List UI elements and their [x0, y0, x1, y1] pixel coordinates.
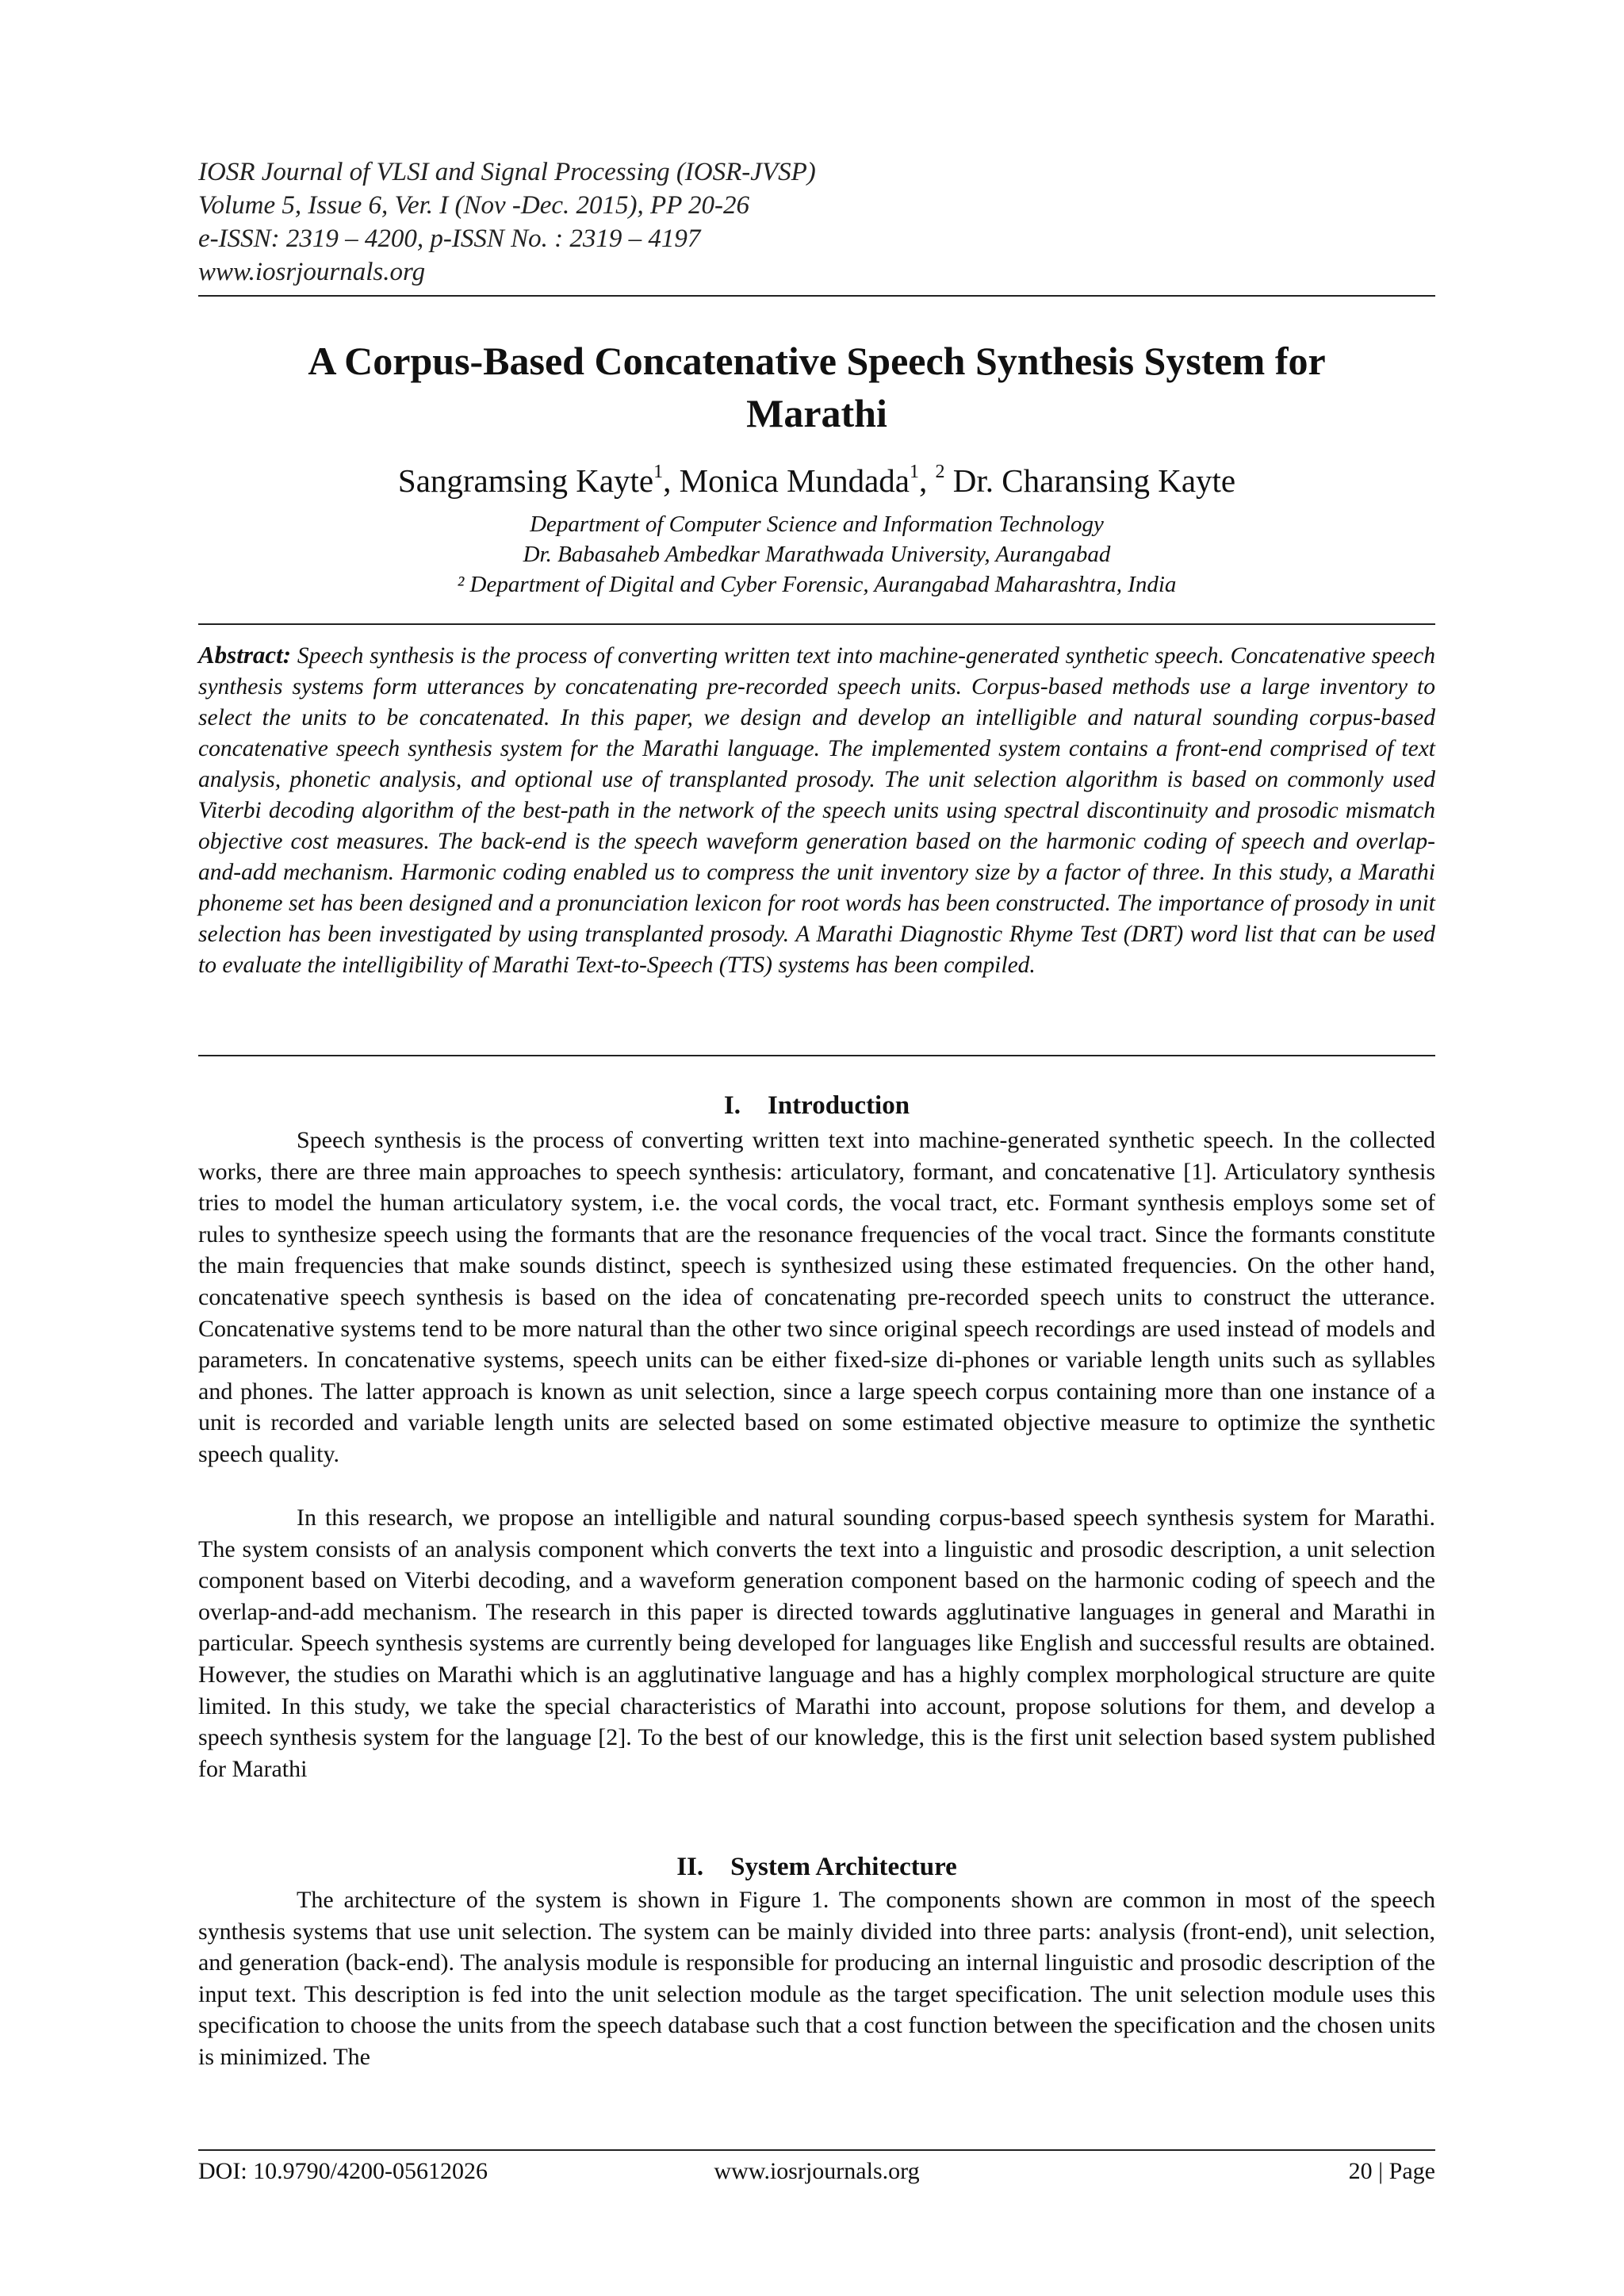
title-line-1: A Corpus-Based Concatenative Speech Synthesis System for	[308, 339, 1326, 383]
author-3: Dr. Charansing Kayte	[944, 462, 1236, 499]
journal-header	[198, 155, 1435, 289]
paragraph-text: In this research, we propose an intelligible and natural sounding corpus-based speech synthesis system for Marathi. The system consists of an analysis component which converts the text into a linguistic and prosodic description, a unit selection component based on Viterbi decoding, and a waveform generation component based on the harmonic coding of speech and the overlap-and-add mechanism. The research in this paper is directed towards agglutinative languages in general and Marathi in particular. Speech synthesis systems are currently being developed for languages like English and successful results are obtained. However, the studies on Marathi which is an agglutinative language and has a highly complex morphological structure are quite limited. In this study, we take the special characteristics of Marathi into account, propose solutions for them, and develop a speech synthesis system for the language [2]. To the best of our knowledge, this is the first unit selection based system published for Marathi	[198, 1504, 1435, 1782]
author-list	[198, 460, 1435, 501]
header-rule	[198, 295, 1435, 297]
abstract-label: Abstract:	[198, 641, 292, 669]
author-3-affil-mark: 2	[935, 462, 945, 482]
author-1-affil-mark: 1	[653, 462, 664, 482]
abstract-top-rule	[198, 623, 1435, 625]
author-separator: ,	[918, 462, 936, 499]
journal-volume: Volume 5, Issue 6, Ver. I (Nov -Dec. 2015), PP 20-26	[198, 191, 749, 220]
journal-issn: e-ISSN: 2319 – 4200, p-ISSN No. : 2319 – 4197	[198, 224, 701, 253]
section-heading-system-architecture	[198, 1851, 1435, 1883]
affiliations	[198, 509, 1435, 600]
section-heading-introduction	[198, 1090, 1435, 1121]
author-1: Sangramsing Kayte	[397, 462, 654, 499]
paper-page	[198, 0, 1435, 2296]
architecture-paragraph-1	[198, 1884, 1435, 2073]
intro-paragraph-1	[198, 1125, 1435, 1470]
affiliation-2: Dr. Babasaheb Ambedkar Marathwada University, Aurangabad	[523, 542, 1111, 567]
paragraph-text: Speech synthesis is the process of converting written text into machine-generated synthetic speech. In the collected works, there are three main approaches to speech synthesis: articulatory, formant, and concatenative [1]. Articulatory synthesis tries to model the human articulatory system, i.e. the vocal cords, the vocal tract, etc. Formant synthesis employs some set of rules to synthesize speech using the formants that are the resonance frequencies of the vocal tract. Since the formants constitute the main frequencies that make sounds distinct, speech is synthesized using these estimated frequencies. On the other hand, concatenative speech synthesis is based on the idea of concatenating pre-recorded speech units to construct the utterance. Concatenative systems tend to be more natural than the other two since original speech recordings are used instead of models and parameters. In concatenative systems, speech units can be either fixed-size di-phones or variable length units such as syllables and phones. The latter approach is known as unit selection, since a large speech corpus containing more than one instance of a unit is recorded and variable length units are selected based on some estimated objective measure to optimize the synthetic speech quality.	[198, 1127, 1435, 1467]
journal-name: IOSR Journal of VLSI and Signal Processing (IOSR-JVSP)	[198, 158, 816, 186]
paragraph-text: The architecture of the system is shown in Figure 1. The components shown are common in most of the speech synthesis systems that use unit selection. The system can be mainly divided into three parts: analysis (front-end), unit selection, and generation (back-end). The analysis module is responsible for producing an internal linguistic and prosodic description of the input text. This description is fed into the unit selection module as the target specification. The unit selection module uses this specification to choose the units from the speech database such that a cost function between the specification and the chosen units is minimized. The	[198, 1887, 1435, 2070]
footer-website: www.iosrjournals.org	[714, 2158, 920, 2184]
abstract-text: Speech synthesis is the process of converting written text into machine-generated synthetic speech. Concatenative speech synthesis systems form utterances by concatenating pre-recorded speech units. Corpus-based methods use a large inventory to select the units to be concatenated. In this paper, we design and develop an intelligible and natural sounding corpus-based concatenative speech synthesis system for the Marathi language. The implemented system contains a front-end comprised of text analysis, phonetic analysis, and optional use of transplanted prosody. The unit selection algorithm is based on commonly used Viterbi decoding algorithm of the best-path in the network of the speech units using spectral discontinuity and prosodic mismatch objective cost measures. The back-end is the speech waveform generation based on the harmonic coding of speech and overlap-and-add mechanism. Harmonic coding enabled us to compress the unit inventory size by a factor of three. In this study, a Marathi phoneme set has been designed and a pronunciation lexicon for root words has been constructed. The importance of prosody in unit selection has been investigated by using transplanted prosody. A Marathi Diagnostic Rhyme Test (DRT) word list that can be used to evaluate the intelligibility of Marathi Text-to-Speech (TTS) systems has been compiled.	[198, 643, 1435, 978]
journal-website: www.iosrjournals.org	[198, 258, 426, 286]
affiliation-1: Department of Computer Science and Information Technology	[530, 512, 1104, 537]
title-line-2: Marathi	[746, 391, 887, 435]
abstract	[198, 639, 1435, 981]
page-footer	[198, 2156, 1435, 2187]
section-title: Introduction	[767, 1091, 910, 1120]
author-2: , Monica Mundada	[663, 462, 910, 499]
affiliation-3: ² Department of Digital and Cyber Forensic, Aurangabad Maharashtra, India	[457, 572, 1177, 597]
section-number: II.	[676, 1853, 704, 1881]
section-title: System Architecture	[730, 1853, 957, 1881]
author-2-affil-mark: 1	[909, 462, 919, 482]
footer-page-number: 20 | Page	[1348, 2158, 1435, 2184]
abstract-bottom-rule	[198, 1055, 1435, 1056]
section-number: I.	[723, 1091, 741, 1120]
intro-paragraph-2	[198, 1502, 1435, 1784]
paper-title	[198, 335, 1435, 439]
footer-rule	[198, 2149, 1435, 2151]
footer-doi: DOI: 10.9790/4200-05612026	[198, 2158, 488, 2184]
